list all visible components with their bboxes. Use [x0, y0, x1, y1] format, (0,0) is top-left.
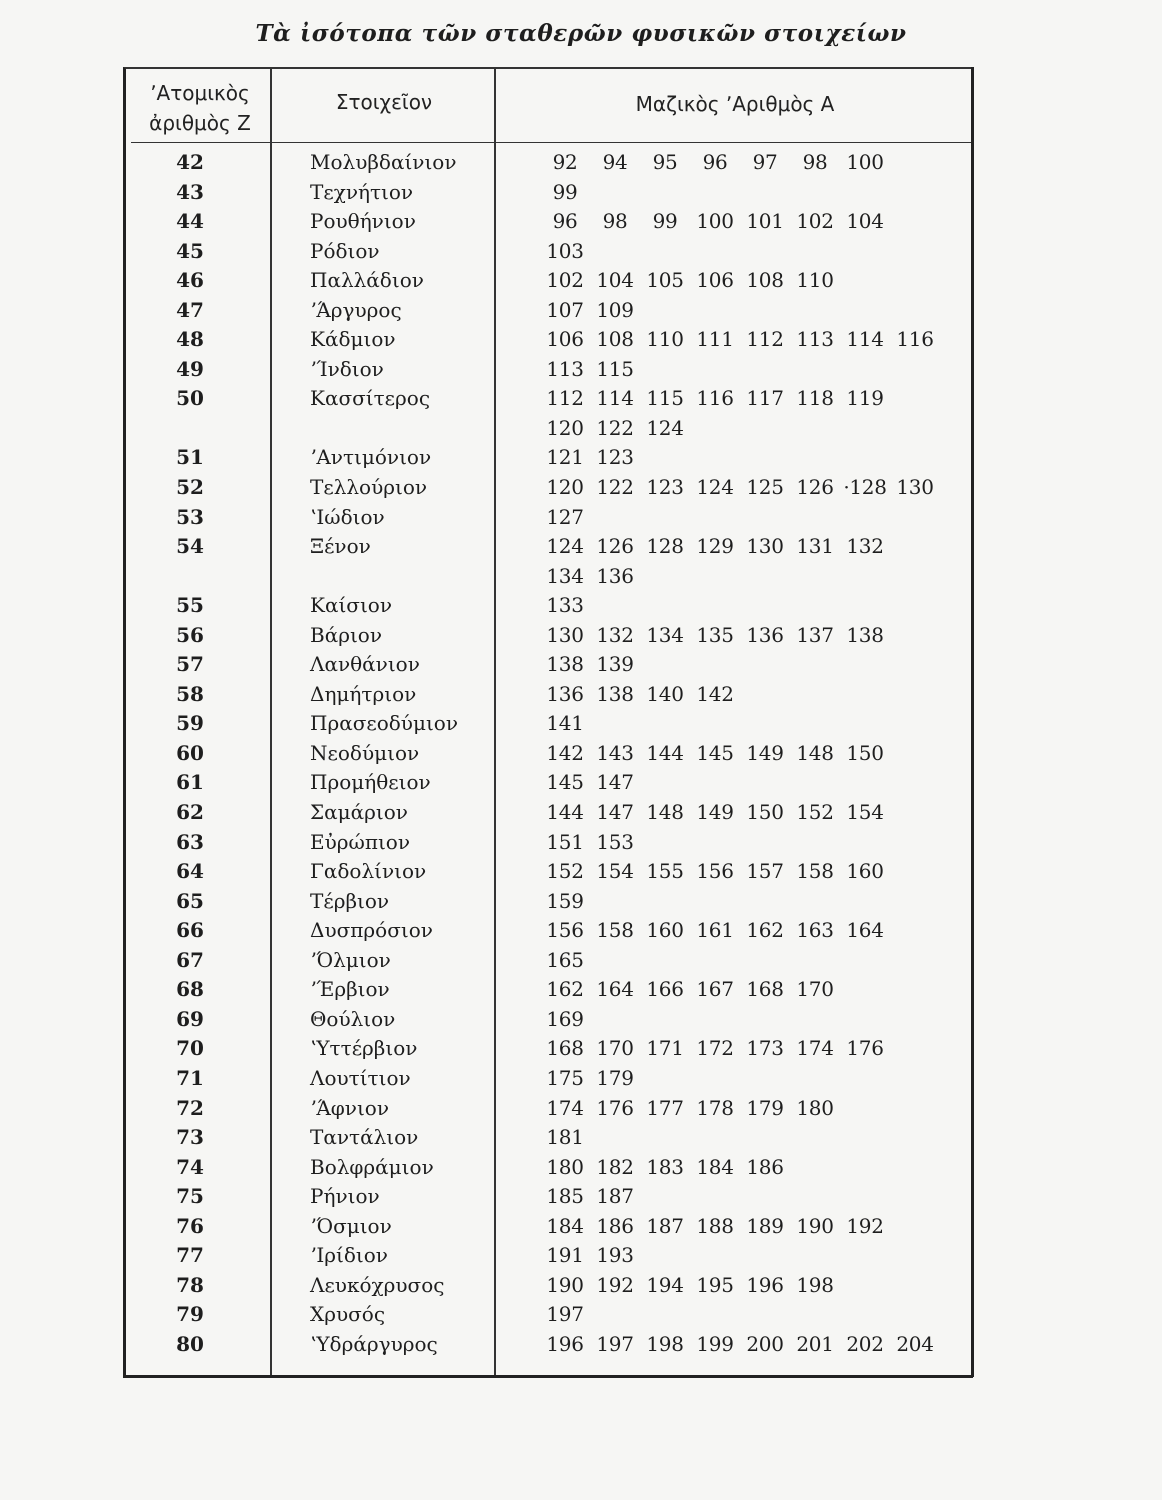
mass-number-cell: 193: [596, 1243, 634, 1268]
element-name-cell: ʼΌσμιον: [310, 1213, 392, 1238]
atomic-number-cell: 73: [176, 1125, 204, 1150]
mass-number-cell: 145: [546, 770, 584, 795]
mass-number-cell: 192: [846, 1213, 884, 1238]
table-row: [0, 591, 1162, 621]
mass-number-cell: 148: [796, 740, 834, 765]
mass-number-cell: 183: [646, 1154, 684, 1179]
mass-number-cell: 130: [746, 534, 784, 559]
element-name-cell: Νεοδύμιον: [310, 740, 420, 765]
mass-number-cell: 176: [596, 1095, 634, 1120]
table-row: [0, 148, 1162, 178]
atomic-number-cell: 57: [176, 652, 204, 677]
mass-number-cell: 121: [546, 445, 584, 470]
element-name-cell: Λευκόχρυσος: [310, 1272, 445, 1297]
mass-number-cell: 142: [546, 740, 584, 765]
mass-number-cell: ·128: [843, 475, 887, 500]
mass-number-cell: 189: [746, 1213, 784, 1238]
header-mass-number: Μαζικὸς ʼΑριθμὸς Α: [635, 92, 835, 116]
table-row: [0, 503, 1162, 533]
mass-number-cell: 137: [796, 622, 834, 647]
mass-number-cell: 106: [696, 268, 734, 293]
element-name-cell: Κάδμιον: [310, 327, 396, 352]
mass-number-cell: 132: [846, 534, 884, 559]
atomic-number-cell: 47: [176, 297, 204, 322]
atomic-number-cell: 56: [176, 622, 204, 647]
mass-number-cell: 128: [646, 534, 684, 559]
atomic-number-cell: 79: [176, 1302, 204, 1327]
element-name-cell: Βάριον: [310, 622, 383, 647]
mass-number-cell: 158: [596, 918, 634, 943]
mass-number-cell: 149: [746, 740, 784, 765]
table-row: [0, 443, 1162, 473]
mass-number-cell: 134: [646, 622, 684, 647]
mass-number-cell: 194: [646, 1272, 684, 1297]
mass-number-cell: 198: [646, 1331, 684, 1356]
mass-number-cell: 173: [746, 1036, 784, 1061]
table-row: [0, 237, 1162, 267]
table-row: [0, 975, 1162, 1005]
mass-number-cell: 108: [746, 268, 784, 293]
atomic-number-cell: 67: [176, 947, 204, 972]
element-name-cell: ʽΙώδιον: [310, 504, 385, 529]
mass-number-cell: 154: [846, 800, 884, 825]
mass-number-cell: 192: [596, 1272, 634, 1297]
mass-number-cell: 95: [652, 150, 678, 174]
element-name-cell: Τέρβιον: [310, 888, 390, 913]
element-name-cell: Λανθάνιον: [310, 652, 420, 677]
atomic-number-cell: 43: [176, 179, 204, 204]
element-name-cell: Πρασεοδύμιον: [310, 711, 458, 736]
mass-number-cell: 113: [796, 327, 834, 352]
mass-number-cell: 119: [846, 386, 884, 411]
mass-number-cell: 122: [596, 415, 634, 440]
mass-number-cell: 196: [546, 1331, 584, 1356]
mass-number-cell: 177: [646, 1095, 684, 1120]
table-row: [0, 1123, 1162, 1153]
element-name-cell: ʽΥδράργυρος: [310, 1331, 438, 1356]
mass-number-cell: 201: [796, 1331, 834, 1356]
mass-number-cell: 143: [596, 740, 634, 765]
mass-number-cell: 145: [696, 740, 734, 765]
atomic-number-cell: 54: [176, 534, 204, 559]
mass-number-cell: 166: [646, 977, 684, 1002]
mass-number-cell: 96: [702, 150, 728, 174]
mass-number-cell: 196: [746, 1272, 784, 1297]
mass-number-cell: 199: [696, 1331, 734, 1356]
table-row: [0, 1094, 1162, 1124]
element-name-cell: Τελλούριον: [310, 475, 428, 500]
isotope-table-body: [0, 148, 1162, 1359]
atomic-number-cell: 42: [176, 150, 204, 174]
table-row: [0, 1271, 1162, 1301]
table-row: [0, 621, 1162, 651]
mass-number-cell: 100: [696, 209, 734, 234]
mass-number-cell: 174: [546, 1095, 584, 1120]
mass-number-cell: 102: [796, 209, 834, 234]
mass-number-cell: 180: [546, 1154, 584, 1179]
mass-number-cell: 138: [846, 622, 884, 647]
mass-number-cell: 120: [546, 475, 584, 500]
element-name-cell: Γαδολίνιον: [310, 859, 427, 884]
table-row: [0, 532, 1162, 562]
mass-number-cell: 156: [546, 918, 584, 943]
mass-number-cell: 109: [596, 297, 634, 322]
mass-number-cell: 171: [646, 1036, 684, 1061]
element-name-cell: ʼΆφνιον: [310, 1095, 390, 1120]
mass-number-cell: 139: [596, 652, 634, 677]
mass-number-cell: 98: [602, 209, 628, 234]
atomic-number-cell: 69: [176, 1006, 204, 1031]
mass-number-cell: 136: [546, 681, 584, 706]
mass-number-cell: 180: [796, 1095, 834, 1120]
atomic-number-cell: 45: [176, 238, 204, 263]
header-atomic-number: [132, 78, 268, 138]
mass-number-cell: 197: [596, 1331, 634, 1356]
mass-number-cell: 104: [596, 268, 634, 293]
mass-number-cell: 114: [846, 327, 884, 352]
atomic-number-cell: 51: [176, 445, 204, 470]
table-row: [0, 887, 1162, 917]
mass-number-cell: 124: [546, 534, 584, 559]
element-name-cell: Δυσπρόσιον: [310, 918, 433, 943]
mass-number-cell: 197: [546, 1302, 584, 1327]
mass-number-cell: 97: [752, 150, 778, 174]
atomic-number-cell: 68: [176, 977, 204, 1002]
mass-number-cell: 127: [546, 504, 584, 529]
mass-number-cell: 144: [546, 800, 584, 825]
table-row: [0, 946, 1162, 976]
element-name-cell: Χρυσός: [310, 1302, 386, 1327]
mass-number-cell: 101: [746, 209, 784, 234]
mass-number-cell: 144: [646, 740, 684, 765]
mass-number-cell: 112: [746, 327, 784, 352]
mass-number-cell: 141: [546, 711, 584, 736]
element-name-cell: Σαμάριον: [310, 800, 408, 825]
mass-number-cell: 111: [696, 327, 734, 352]
mass-number-cell: 204: [896, 1331, 934, 1356]
mass-number-cell: 140: [646, 681, 684, 706]
atomic-number-cell: 80: [176, 1331, 204, 1356]
mass-number-cell: 149: [696, 800, 734, 825]
mass-number-cell: 116: [696, 386, 734, 411]
mass-number-cell: 126: [796, 475, 834, 500]
mass-number-cell: 154: [596, 859, 634, 884]
mass-number-cell: 187: [596, 1184, 634, 1209]
mass-number-cell: 157: [746, 859, 784, 884]
element-name-cell: Μολυβδαίνιον: [310, 150, 457, 174]
table-row: [0, 207, 1162, 237]
mass-number-cell: 186: [596, 1213, 634, 1238]
mass-number-cell: 98: [802, 150, 828, 174]
table-row: [0, 473, 1162, 503]
mass-number-cell: 198: [796, 1272, 834, 1297]
mass-number-cell: 187: [646, 1213, 684, 1238]
mass-number-cell: 175: [546, 1065, 584, 1090]
element-name-cell: Καίσιον: [310, 593, 392, 618]
mass-number-cell: 107: [546, 297, 584, 322]
mass-number-cell: 108: [596, 327, 634, 352]
element-name-cell: Δημήτριον: [310, 681, 417, 706]
mass-number-cell: 163: [796, 918, 834, 943]
mass-number-cell: 102: [546, 268, 584, 293]
mass-number-cell: 147: [596, 800, 634, 825]
mass-number-cell: 179: [596, 1065, 634, 1090]
mass-number-cell: 179: [746, 1095, 784, 1120]
mass-number-cell: 116: [896, 327, 934, 352]
table-row: [0, 1241, 1162, 1271]
table-row: [0, 1005, 1162, 1035]
element-name-cell: ʼΆργυρος: [310, 297, 402, 322]
mass-number-cell: 112: [546, 386, 584, 411]
mass-number-cell: 152: [546, 859, 584, 884]
mass-number-cell: 178: [696, 1095, 734, 1120]
element-name-cell: Ταντάλιον: [310, 1125, 419, 1150]
mass-number-cell: 165: [546, 947, 584, 972]
mass-number-cell: 151: [546, 829, 584, 854]
mass-number-cell: 176: [846, 1036, 884, 1061]
mass-number-cell: 122: [596, 475, 634, 500]
mass-number-cell: 155: [646, 859, 684, 884]
mass-number-cell: 133: [546, 593, 584, 618]
mass-number-cell: 186: [746, 1154, 784, 1179]
mass-number-cell: 94: [602, 150, 628, 174]
atomic-number-cell: 55: [176, 593, 204, 618]
table-row: [0, 414, 1162, 444]
element-name-cell: ʼΙρίδιον: [310, 1243, 388, 1268]
mass-number-cell: 99: [652, 209, 678, 234]
header-element: Στοιχεῖον: [335, 90, 433, 114]
mass-number-cell: 190: [796, 1213, 834, 1238]
element-name-cell: Κασσίτερος: [310, 386, 431, 411]
atomic-number-cell: 49: [176, 356, 204, 381]
mass-number-cell: 152: [796, 800, 834, 825]
table-row: [0, 798, 1162, 828]
element-name-cell: ʼΈρβιον: [310, 977, 390, 1002]
table-row: [0, 1212, 1162, 1242]
mass-number-cell: 168: [546, 1036, 584, 1061]
mass-number-cell: 172: [696, 1036, 734, 1061]
mass-number-cell: 114: [596, 386, 634, 411]
mass-number-cell: 195: [696, 1272, 734, 1297]
atomic-number-cell: 64: [176, 859, 204, 884]
atomic-number-cell: 77: [176, 1243, 204, 1268]
mass-number-cell: 129: [696, 534, 734, 559]
mass-number-cell: 150: [746, 800, 784, 825]
mass-number-cell: 130: [546, 622, 584, 647]
header-atomic-number-line1: ʼΑτομικὸς: [150, 81, 250, 105]
mass-number-cell: 167: [696, 977, 734, 1002]
mass-number-cell: 124: [646, 415, 684, 440]
mass-number-cell: 99: [552, 179, 578, 204]
mass-number-cell: 184: [546, 1213, 584, 1238]
mass-number-cell: 156: [696, 859, 734, 884]
mass-number-cell: 158: [796, 859, 834, 884]
mass-number-cell: 113: [546, 356, 584, 381]
atomic-number-cell: 44: [176, 209, 204, 234]
mass-number-cell: 164: [846, 918, 884, 943]
table-row: [0, 828, 1162, 858]
table-row: [0, 680, 1162, 710]
element-name-cell: ʼΑντιμόνιον: [310, 445, 432, 470]
mass-number-cell: 105: [646, 268, 684, 293]
atomic-number-cell: 65: [176, 888, 204, 913]
element-name-cell: Ρόδιον: [310, 238, 380, 263]
mass-number-cell: 100: [846, 150, 884, 174]
header-rule: [131, 142, 971, 143]
mass-number-cell: 191: [546, 1243, 584, 1268]
mass-number-cell: 170: [596, 1036, 634, 1061]
atomic-number-cell: 66: [176, 918, 204, 943]
atomic-number-cell: 53: [176, 504, 204, 529]
mass-number-cell: 120: [546, 415, 584, 440]
table-row: [0, 739, 1162, 769]
table-row: [0, 1330, 1162, 1360]
mass-number-cell: 110: [646, 327, 684, 352]
mass-number-cell: 92: [552, 150, 578, 174]
mass-number-cell: 117: [746, 386, 784, 411]
element-name-cell: Εὐρώπιον: [310, 829, 411, 854]
table-row: [0, 857, 1162, 887]
element-name-cell: ʽΥττέρβιον: [310, 1036, 418, 1061]
table-row: [0, 1034, 1162, 1064]
element-name-cell: Θούλιον: [310, 1006, 396, 1031]
mass-number-cell: 138: [546, 652, 584, 677]
element-name-cell: ʼΌλμιον: [310, 947, 391, 972]
mass-number-cell: 132: [596, 622, 634, 647]
mass-number-cell: 190: [546, 1272, 584, 1297]
mass-number-cell: 202: [846, 1331, 884, 1356]
atomic-number-cell: 75: [176, 1184, 204, 1209]
mass-number-cell: 161: [696, 918, 734, 943]
mass-number-cell: 200: [746, 1331, 784, 1356]
mass-number-cell: 126: [596, 534, 634, 559]
table-row: [0, 1064, 1162, 1094]
mass-number-cell: 123: [646, 475, 684, 500]
mass-number-cell: 130: [896, 475, 934, 500]
mass-number-cell: 150: [846, 740, 884, 765]
table-row: [0, 562, 1162, 592]
element-name-cell: Παλλάδιον: [310, 268, 424, 293]
table-row: [0, 1153, 1162, 1183]
mass-number-cell: 136: [746, 622, 784, 647]
atomic-number-cell: 50: [176, 386, 204, 411]
element-name-cell: Προμήθειον: [310, 770, 431, 795]
mass-number-cell: 174: [796, 1036, 834, 1061]
mass-number-cell: 142: [696, 681, 734, 706]
mass-number-cell: 131: [796, 534, 834, 559]
element-name-cell: ʼΊνδιον: [310, 356, 384, 381]
mass-number-cell: 135: [696, 622, 734, 647]
table-row: [0, 325, 1162, 355]
table-row: [0, 916, 1162, 946]
mass-number-cell: 124: [696, 475, 734, 500]
mass-number-cell: 184: [696, 1154, 734, 1179]
mass-number-cell: 185: [546, 1184, 584, 1209]
mass-number-cell: 162: [546, 977, 584, 1002]
atomic-number-cell: 46: [176, 268, 204, 293]
mass-number-cell: 136: [596, 563, 634, 588]
mass-number-cell: 147: [596, 770, 634, 795]
element-name-cell: Τεχνήτιον: [310, 179, 414, 204]
mass-number-cell: 181: [546, 1125, 584, 1150]
table-row: [0, 709, 1162, 739]
element-name-cell: Βολφράμιον: [310, 1154, 434, 1179]
mass-number-cell: 103: [546, 238, 584, 263]
table-row: [0, 178, 1162, 208]
table-row: [0, 384, 1162, 414]
atomic-number-cell: 72: [176, 1095, 204, 1120]
page-title: Τὰ ἰσότοπα τῶν σταθερῶν φυσικῶν στοιχείων: [255, 20, 907, 47]
atomic-number-cell: 78: [176, 1272, 204, 1297]
atomic-number-cell: 71: [176, 1065, 204, 1090]
mass-number-cell: 188: [696, 1213, 734, 1238]
mass-number-cell: 164: [596, 977, 634, 1002]
element-name-cell: Ρουθήνιον: [310, 209, 416, 234]
mass-number-cell: 123: [596, 445, 634, 470]
table-row: [0, 650, 1162, 680]
atomic-number-cell: 60: [176, 740, 204, 765]
mass-number-cell: 160: [846, 859, 884, 884]
table-row: [0, 1182, 1162, 1212]
mass-number-cell: 138: [596, 681, 634, 706]
table-row: [0, 266, 1162, 296]
mass-number-cell: 169: [546, 1006, 584, 1031]
element-name-cell: Ρήνιον: [310, 1184, 380, 1209]
atomic-number-cell: 61: [176, 770, 204, 795]
mass-number-cell: 106: [546, 327, 584, 352]
mass-number-cell: 134: [546, 563, 584, 588]
mass-number-cell: 125: [746, 475, 784, 500]
mass-number-cell: 153: [596, 829, 634, 854]
mass-number-cell: 115: [646, 386, 684, 411]
mass-number-cell: 96: [552, 209, 578, 234]
mass-number-cell: 170: [796, 977, 834, 1002]
mass-number-cell: 168: [746, 977, 784, 1002]
mass-number-cell: 160: [646, 918, 684, 943]
atomic-number-cell: 52: [176, 475, 204, 500]
mass-number-cell: 159: [546, 888, 584, 913]
table-row: [0, 768, 1162, 798]
mass-number-cell: 182: [596, 1154, 634, 1179]
atomic-number-cell: 76: [176, 1213, 204, 1238]
atomic-number-cell: 63: [176, 829, 204, 854]
mass-number-cell: 118: [796, 386, 834, 411]
atomic-number-cell: 48: [176, 327, 204, 352]
mass-number-cell: 162: [746, 918, 784, 943]
atomic-number-cell: 59: [176, 711, 204, 736]
mass-number-cell: 115: [596, 356, 634, 381]
table-row: [0, 355, 1162, 385]
table-row: [0, 1300, 1162, 1330]
atomic-number-cell: 70: [176, 1036, 204, 1061]
atomic-number-cell: 58: [176, 681, 204, 706]
element-name-cell: Λουτίτιον: [310, 1065, 411, 1090]
table-row: [0, 296, 1162, 326]
mass-number-cell: 110: [796, 268, 834, 293]
mass-number-cell: 148: [646, 800, 684, 825]
atomic-number-cell: 62: [176, 800, 204, 825]
header-atomic-number-line2: ἀριθμὸς Ζ: [149, 111, 251, 135]
element-name-cell: Ξένον: [310, 534, 371, 559]
mass-number-cell: 104: [846, 209, 884, 234]
atomic-number-cell: 74: [176, 1154, 204, 1179]
